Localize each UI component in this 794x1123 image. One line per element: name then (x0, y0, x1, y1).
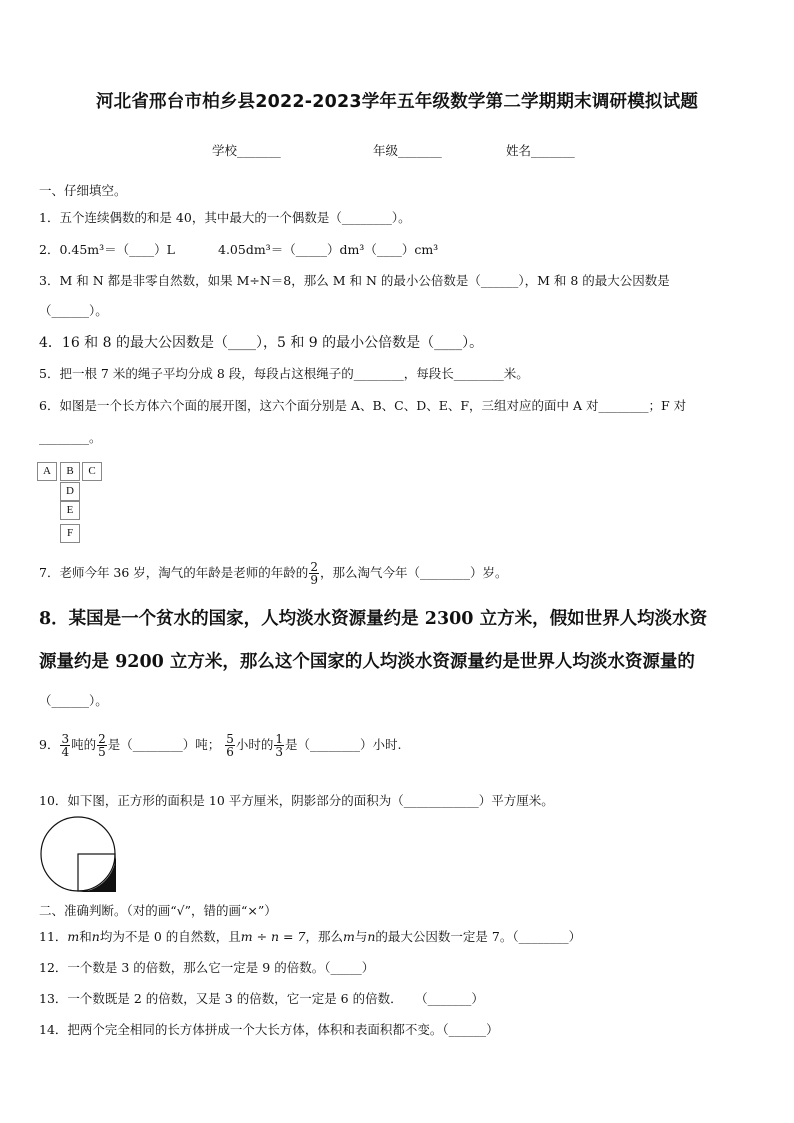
question-11: 11．m和n均为不是 0 的自然数，且m ÷ n = 7，那么m与n的最大公因数一定是 7。（________） (39, 929, 582, 944)
question-7-post: ，那么淘气今年（________）岁。 (319, 565, 508, 580)
net-face-e: E (60, 501, 80, 520)
page-title: 河北省邢台市柏乡县2022-2023学年五年级数学第二学期期末调研模拟试题 (95, 92, 699, 112)
question-8-line3: （______）。 (39, 693, 108, 708)
net-face-c: C (82, 462, 102, 481)
section-1-heading: 一、仔细填空。 (39, 183, 127, 198)
question-1: 1．五个连续偶数的和是 40，其中最大的一个偶数是（________）。 (39, 210, 411, 225)
question-8-line1: 8．某国是一个贫水的国家，人均淡水资源量约是 2300 立方米，假如世界人均淡水资 (39, 609, 708, 629)
circle-square-figure (38, 816, 122, 894)
question-8-line2: 源量约是 9200 立方米，那么这个国家的人均淡水资源量约是世界人均淡水资源量的 (39, 652, 695, 672)
question-4: 4．16 和 8 的最大公因数是（____），5 和 9 的最小公倍数是（____）。 (39, 335, 484, 351)
section-2-heading: 二、准确判断。（对的画“√”，错的画“×”） (39, 903, 277, 918)
net-face-b: B (60, 462, 80, 481)
name-field[interactable]: 姓名_______ (506, 143, 575, 158)
school-field[interactable]: 学校_______ (212, 143, 281, 158)
question-9: 9． $\frac{3}{4}$ 吨的 $\frac{2}{5}$ 是（________）吨； $\frac{5}{6}$ 小时的 $\frac{1}{3}$ 是（________）小时. (39, 732, 402, 759)
question-14: 14．把两个完全相同的长方体拼成一个大长方体，体积和表面积都不变。（______） (39, 1022, 499, 1037)
question-13: 13．一个数既是 2 的倍数，又是 3 的倍数，它一定是 6 的倍数． （_______） (39, 991, 484, 1006)
net-face-d: D (60, 482, 80, 501)
net-face-a: A (37, 462, 57, 481)
grade-field[interactable]: 年级_______ (373, 143, 442, 158)
question-2b: 4.05dm³＝（_____）dm³（____）cm³ (218, 242, 439, 257)
question-7 (39, 561, 507, 586)
question-3-line2: （______）。 (39, 303, 108, 318)
question-2a: 2．0.45m³＝（____）L (39, 242, 175, 257)
question-6-line1: 6．如图是一个长方体六个面的展开图，这六个面分别是 A、B、C、D、E、F，三组对应的面中 A 对________；F 对 (39, 398, 687, 413)
question-6-line2: ________。 (39, 430, 102, 445)
question-7-fraction: $\frac{2}{9}$ (310, 560, 318, 587)
question-7-pre: 7．老师今年 36 岁，淘气的年龄是老师的年龄的 (39, 565, 309, 580)
question-3-line1: 3．M 和 N 都是非零自然数，如果 M÷N＝8，那么 M 和 N 的最小公倍数是（______），M 和 8 的最大公因数是 (39, 273, 670, 288)
question-10: 10．如下图，正方形的面积是 10 平方厘米，阴影部分的面积为（____________）平方厘米。 (39, 793, 554, 808)
question-5: 5．把一根 7 米的绳子平均分成 8 段，每段占这根绳子的________，每段长________米。 (39, 366, 529, 381)
question-12: 12．一个数是 3 的倍数，那么它一定是 9 的倍数。（_____） (39, 960, 375, 975)
net-face-f: F (60, 524, 80, 543)
